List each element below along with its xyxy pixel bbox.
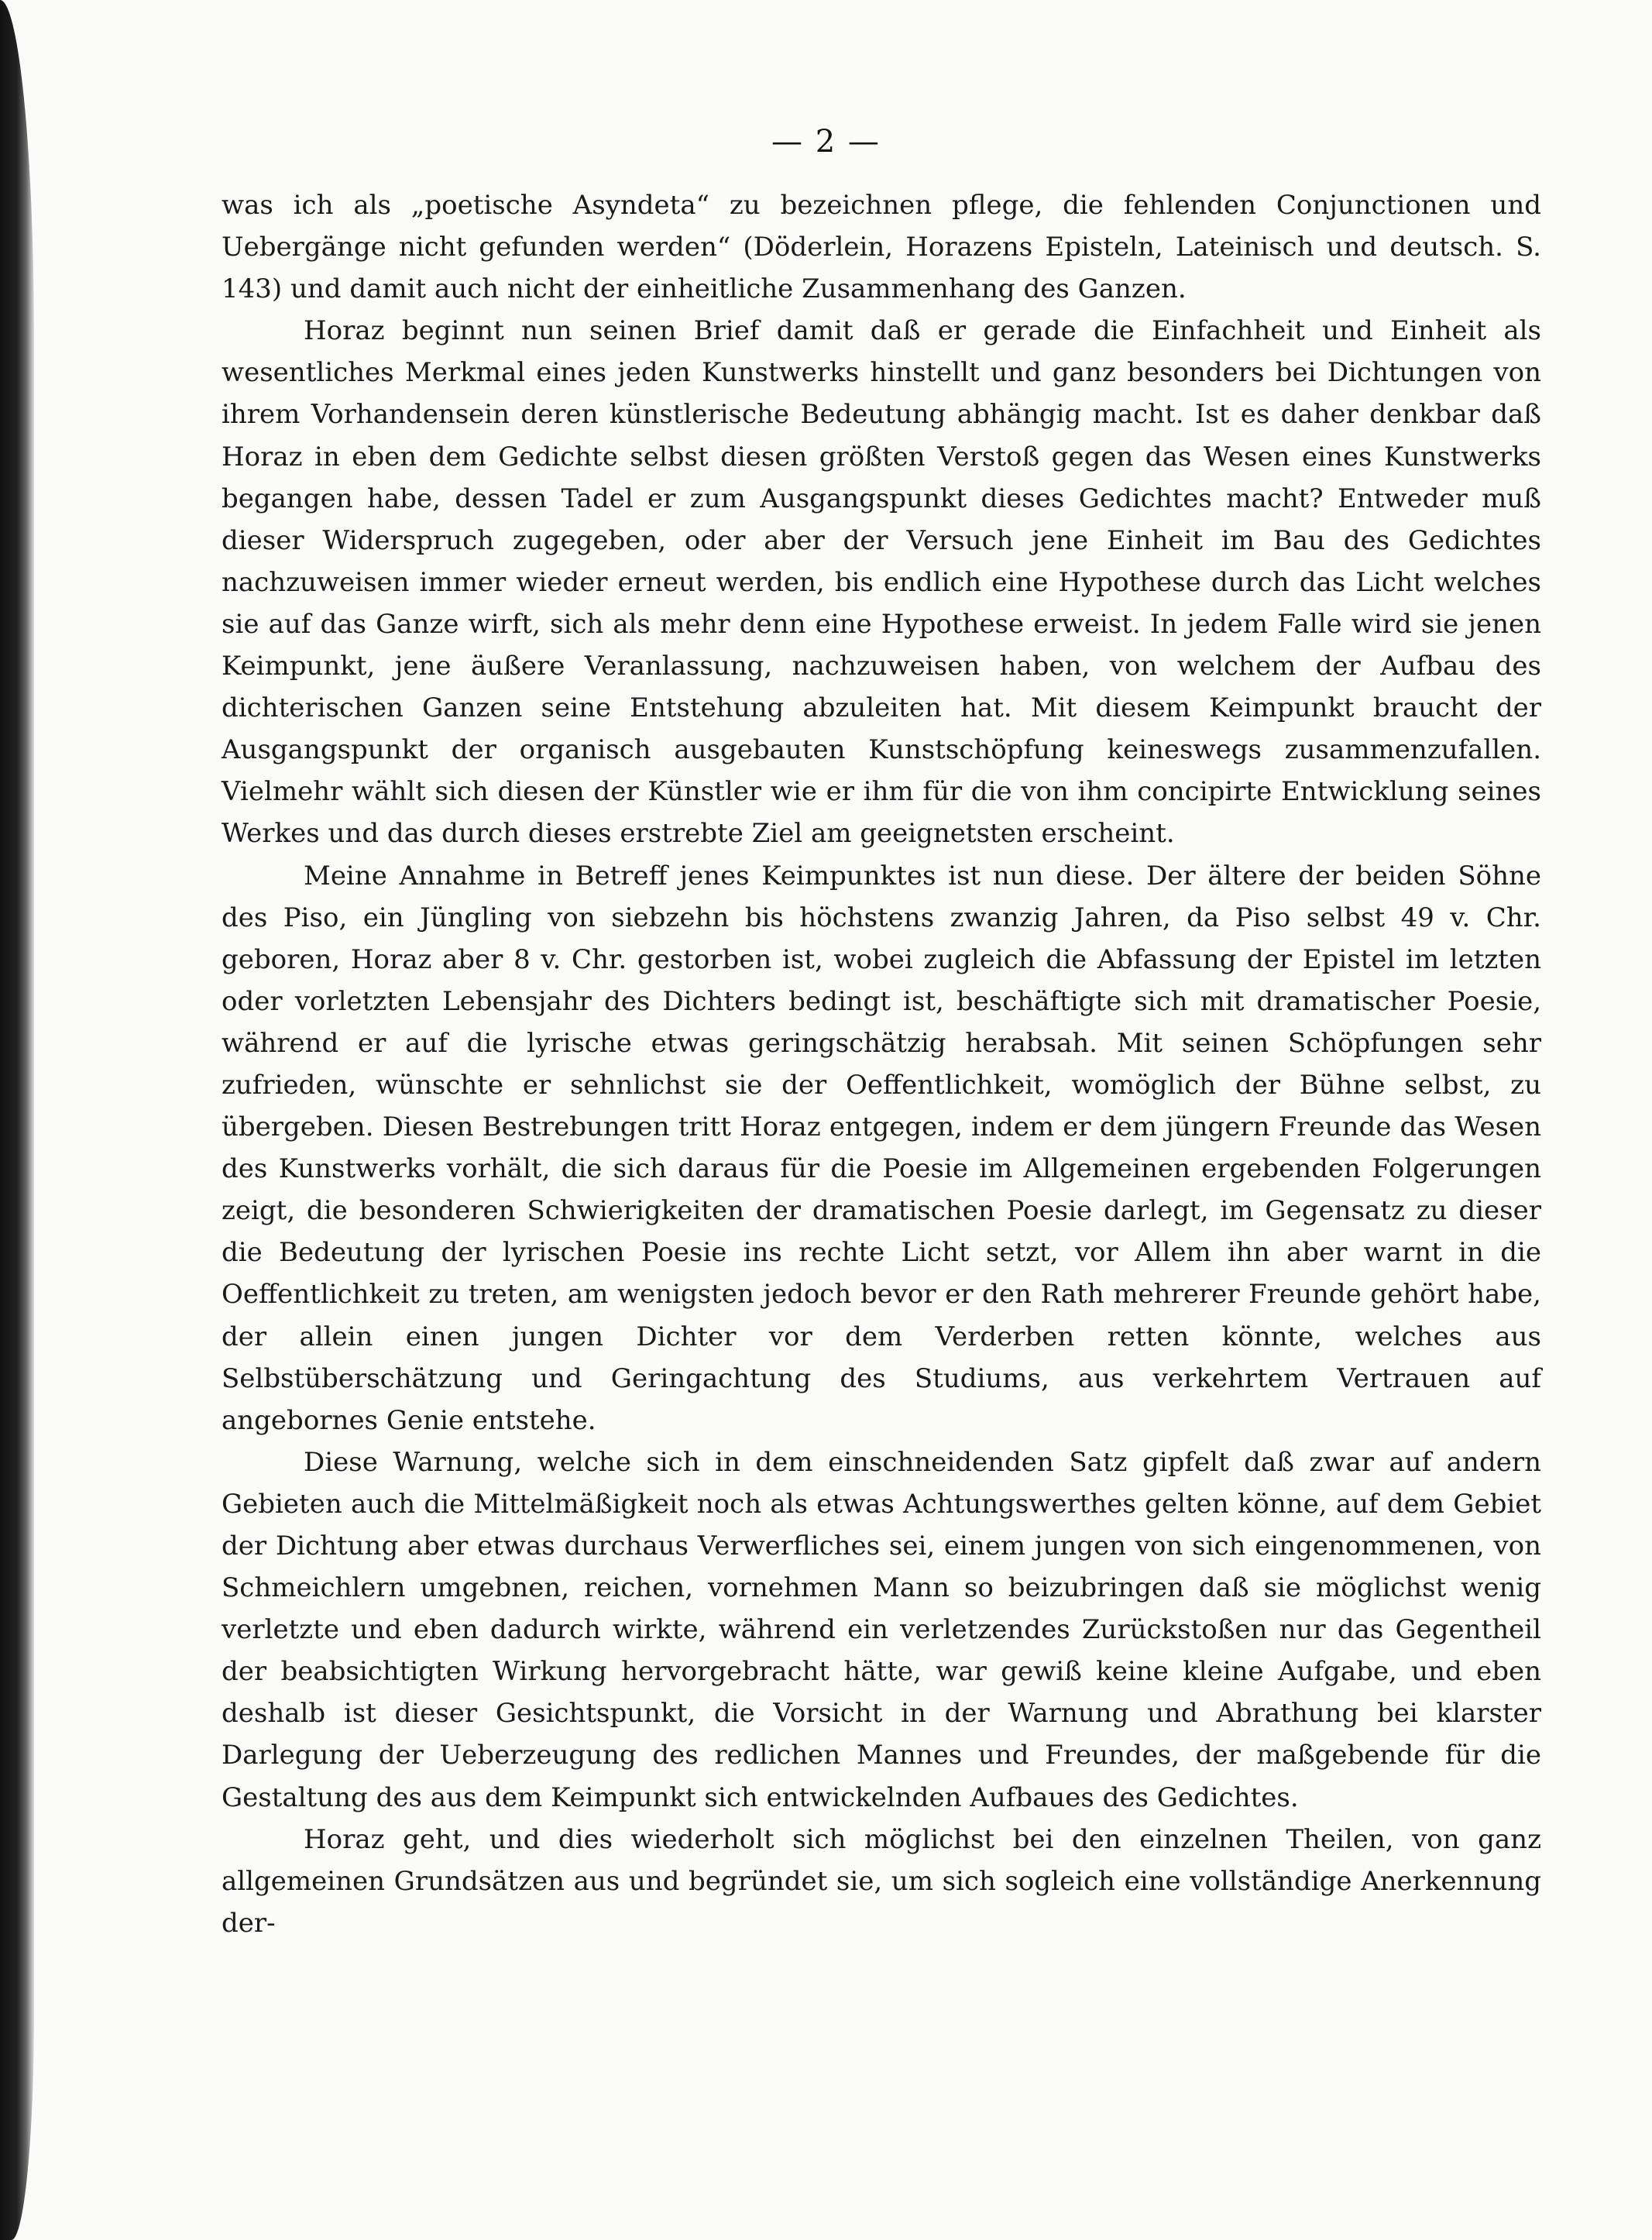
paragraph-2: Horaz beginnt nun seinen Brief damit daß er gerade die Einfachheit und Einheit als wesentliches Merkmal eines jeden Kunstwerks hinstellt und ganz besonders bei Dichtungen von ihrem Vorhandensein deren künstlerische Bedeutung abhängig macht. Ist es daher denkbar daß Horaz in eben dem Gedichte selbst diesen größten Verstoß gegen das Wesen eines Kunstwerks begangen habe, dessen Tadel er zum Ausgangspunkt dieses Gedichtes macht? Entweder muß dieser Widerspruch zugegeben, oder aber der Versuch jene Einheit im Bau des Gedichtes nachzuweisen immer wieder erneut werden, bis endlich eine Hypothese durch das Licht welches sie auf das Ganze wirft, sich als mehr denn eine Hypothese erweist. In jedem Falle wird sie jenen Keimpunkt, jene äußere Veranlassung, nachzuweisen haben, von welchem der Aufbau des dichterischen Ganzen seine Entstehung abzuleiten hat. Mit diesem Keimpunkt braucht der Ausgangspunkt der organisch ausgebauten Kunstschöpfung keineswegs zusammenzufallen. Vielmehr wählt sich diesen der Künstler wie er ihm für die von ihm concipirte Entwicklung seines Werkes und das durch dieses erstrebte Ziel am geeignetsten erscheint. bbox=[222, 315, 1541, 850]
paragraph-5: Horaz geht, und dies wiederholt sich möglichst bei den einzelnen Theilen, von ganz allgemeinen Grundsätzen aus und begründet sie, um sich sogleich eine vollständige Anerkennung der- bbox=[222, 1823, 1541, 1939]
body-text bbox=[222, 184, 1541, 1944]
page-number: — 2 — bbox=[771, 124, 881, 160]
paragraph-1: was ich als „poetische Asyndeta“ zu bezeichnen pflege, die fehlenden Conjunctionen und Uebergänge nicht gefunden werden“ (Döderlein, Horazens Episteln, Lateinisch und deutsch. S. 143) und damit auch nicht der einheitliche Zusammenhang des Ganzen. bbox=[222, 190, 1541, 305]
paragraph-4: Diese Warnung, welche sich in dem einschneidenden Satz gipfelt daß zwar auf andern Gebieten auch die Mittelmäßigkeit noch als etwas Achtungswerthes gelten könne, auf dem Gebiet der Dichtung aber etwas durchaus Verwerfliches sei, einem jungen von sich eingenommenen, von Schmeichlern umgebnen, reichen, vornehmen Mann so beizubringen daß sie möglichst wenig verletzte und eben dadurch wirkte, während ein verletzendes Zurückstoßen nur das Gegentheil der beabsichtigten Wirkung hervorgebracht hätte, war gewiß keine kleine Aufgabe, und eben deshalb ist dieser Gesichtspunkt, die Vorsicht in der Warnung und Abrathung bei klarster Darlegung der Ueberzeugung des redlichen Mannes und Freundes, der maßgebende für die Gestaltung des aus dem Keimpunkt sich entwickelnden Aufbaues des Gedichtes. bbox=[222, 1446, 1541, 1813]
paragraph-3: Meine Annahme in Betreff jenes Keimpunktes ist nun diese. Der ältere der beiden Söhne des Piso, ein Jüngling von siebzehn bis höchstens zwanzig Jahren, da Piso selbst 49 v. Chr. geboren, Horaz aber 8 v. Chr. gestorben ist, wobei zugleich die Abfassung der Epistel im letzten oder vorletzten Lebensjahr des Dichters bedingt ist, beschäftigte sich mit dramatischer Poesie, während er auf die lyrische etwas geringschätzig herabsah. Mit seinen Schöpfungen sehr zufrieden, wünschte er sehnlichst sie der Oeffentlichkeit, womöglich der Bühne selbst, zu übergeben. Diesen Bestrebungen tritt Horaz entgegen, indem er dem jüngern Freunde das Wesen des Kunstwerks vorhält, die sich daraus für die Poesie im Allgemeinen ergebenden Folgerungen zeigt, die besonderen Schwierigkeiten der dramatischen Poesie darlegt, im Gegensatz zu dieser die Bedeutung der lyrischen Poesie ins rechte Licht setzt, vor Allem ihn aber warnt in die Oeffentlichkeit zu treten, am wenigsten jedoch bevor er den Rath mehrerer Freunde gehört habe, der allein einen jungen Dichter vor dem Verderben retten könnte, welches aus Selbstüberschätzung und Geringachtung des Studiums, aus verkehrtem Vertrauen auf angebornes Genie entstehe. bbox=[222, 860, 1541, 1436]
page-edge-shadow bbox=[0, 0, 34, 2240]
